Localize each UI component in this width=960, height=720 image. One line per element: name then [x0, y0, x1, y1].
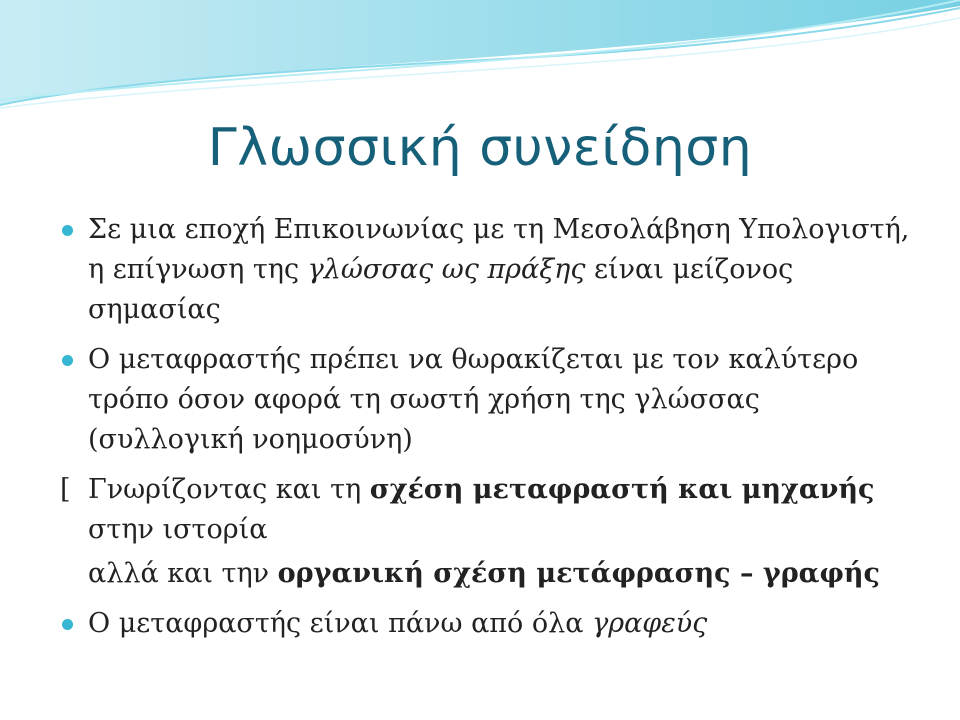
bullet-3-italic: γραφεύς — [592, 608, 708, 639]
bracket-line-text-b: στην ιστορία — [88, 514, 268, 545]
bullet-dot-icon — [62, 355, 73, 366]
bracket-line-text-a: Γνωρίζοντας και τη — [88, 474, 370, 505]
bullet-2-text: Ο μεταφραστής πρέπει να θωρακίζεται με τον καλύτερο τρόπο όσον αφορά τη σωστή χρήση της γλώσσας (συλλογική νοημοσύνη) — [88, 344, 859, 455]
bullet-item-2 — [62, 340, 922, 460]
bullet-dot-icon — [62, 225, 73, 236]
slide-title: Γλωσσική συνείδηση — [207, 118, 753, 178]
bullet-item-1 — [62, 210, 922, 330]
also-line-bold: οργανική σχέση μετάφρασης – γραφής — [277, 558, 880, 589]
bullet-1-text-b: είναι μείζονος σημασίας — [88, 254, 794, 325]
bullet-3-text: Ο μεταφραστής είναι πάνω από όλα — [88, 608, 593, 639]
bullet-1-text-a: Σε μια εποχή Επικοινωνίας με τη Μεσολάβηση Υπολογιστή, η επίγνωση της — [88, 214, 910, 285]
bullet-1-italic: γλώσσας ως πράξης — [307, 254, 586, 285]
slide-body — [62, 210, 922, 654]
bullet-dot-icon — [62, 619, 73, 630]
also-line — [62, 554, 922, 594]
also-line-text: αλλά και την — [88, 558, 278, 589]
bullet-item-3 — [62, 604, 922, 644]
bracket-glyph: [ — [60, 474, 71, 505]
bracket-line-bold: σχέση μεταφραστή και μηχανής — [369, 474, 875, 505]
header-wave-decoration — [0, 0, 960, 120]
bracket-line — [62, 470, 922, 550]
